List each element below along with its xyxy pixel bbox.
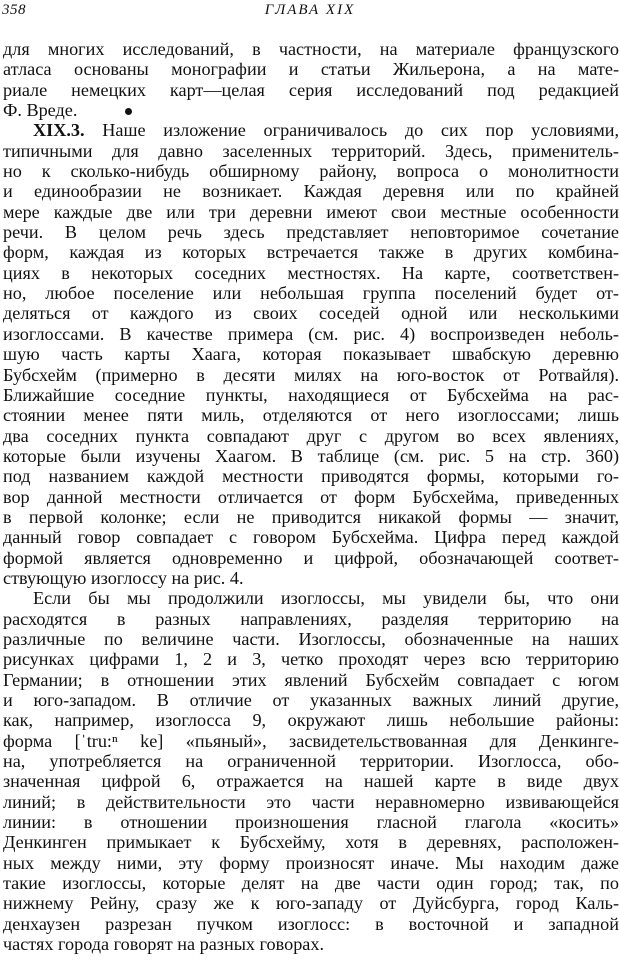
text-line: два соседних пункта совпадают друг с другом во всех явлениях, — [3, 425, 619, 446]
text-line: типичными для давно заселенных территорий. Здесь, применитель- — [3, 140, 619, 161]
text-line: денхаузен разрезан пучком изоглосс: в восточной и западной — [3, 913, 619, 934]
text-line: вор данной местности отличается от форм Бубсхейма, приведенных — [3, 486, 619, 507]
page-header — [0, 0, 620, 22]
text-line: изоглоссами. В качестве примера (см. рис. 4) воспроизведен неболь- — [3, 323, 619, 344]
text-line: под названием каждой местности приводятся формы, которыми го- — [3, 466, 619, 487]
text-line: данный говор совпадает с говором Бубсхейма. Цифра перед каждой — [3, 527, 619, 548]
text-line: но к сколько-нибудь обширному району, вопроса о монолитности — [3, 161, 619, 182]
running-head: ГЛАВА XIX — [264, 2, 356, 18]
text-line: такие изоглоссы, которые делят на две части один город; так, по — [3, 873, 619, 894]
paragraph-3 — [3, 588, 619, 954]
text-line: но, любое поселение или небольшая группа поселений будет от- — [3, 283, 619, 304]
text-line: мере каждые две или три деревни имеют свои местные особенности — [3, 201, 619, 222]
text-line: нижнему Рейну, сразу же к юго-западу от Дуйсбурга, город Каль- — [3, 893, 619, 914]
text-line: различные по величине части. Изоглоссы, обозначенные на наших — [3, 628, 619, 649]
text-line: Если бы мы продолжили изоглоссы, мы увидели бы, что они — [33, 588, 619, 609]
text-line: форма [ˈtru:ⁿ ke] «пьяный», засвидетельствованная для Денкинге- — [3, 730, 619, 751]
text-line: рисунках цифрами 1, 2 и 3, четко проходят через всю территорию — [3, 649, 619, 670]
text-line: ных между ними, эту форму произносят иначе. Мы находим даже — [3, 852, 619, 873]
text-line: стоянии менее пяти миль, отделяются от него изоглоссами; лишь — [3, 405, 619, 426]
text-line: шую часть карты Хаага, которая показывает швабскую деревню — [3, 344, 619, 365]
text-line: расходятся в разных направлениях, разделяя территорию на — [3, 608, 619, 629]
text-line: и единообразии не возникает. Каждая деревня или по крайней — [3, 181, 619, 202]
text-line: линий; в действительности это части неравномерно извивающейся — [3, 791, 619, 812]
text-line: для многих исследований, в частности, на материале французского — [3, 39, 619, 59]
text-fragment: Ф. Вреде. — [3, 100, 78, 121]
paragraph-1 — [3, 39, 619, 120]
text-line: циях в некоторых соседних местностях. На карте, соответствен- — [3, 262, 619, 283]
text-line: Бубсхейм (примерно в десяти милях на юго-восток от Ротвайля). — [3, 364, 619, 385]
text-line: частях города говорят на разных говорах. — [3, 934, 325, 955]
text-line: формой является одновременно и цифрой, обозначающей соответ- — [3, 547, 619, 568]
text-line: линии: в отношении произношения гласной глагола «косить» — [3, 812, 619, 833]
text-line: на, употребляется на ограниченной территории. Изоглосса, обо- — [3, 751, 619, 772]
text-line: Германии; в отношении этих явлений Бубсхейм совпадает с югом — [3, 669, 619, 690]
body-text — [3, 39, 619, 954]
text-line: которые были изучены Хаагом. В таблице (см. рис. 5 на стр. 360) — [3, 445, 619, 466]
paragraph-2 — [3, 120, 619, 588]
text-line: речи. В целом речь здесь представляет неповторимое сочетание — [3, 222, 619, 243]
text-line: в первой колонке; если не приводится никакой формы — значит, — [3, 506, 619, 527]
text-line: деляться от каждого из своих соседей одной или несколькими — [3, 303, 619, 324]
text-line: значенная цифрой 6, отражается на нашей карте в виде двух — [3, 771, 619, 792]
text-line: атласа основаны монографии и статьи Жильерона, а на мате- — [3, 59, 619, 80]
text-line — [3, 100, 619, 120]
text-line: форм, каждая из которых встречается также в других комбина- — [3, 242, 619, 263]
bullet-mark-icon — [125, 108, 132, 115]
text-line: ствующую изоглоссу на рис. 4. — [3, 567, 244, 588]
text-line — [3, 120, 619, 140]
text-fragment: Наше изложение ограничивалось до сих пор условиями, — [84, 120, 619, 141]
page-number: 358 — [2, 2, 26, 18]
text-line: как, например, изоглосса 9, окружают лишь небольшие районы: — [3, 710, 619, 731]
text-line: риале немецких карт—целая серия исследований под редакцией — [3, 79, 619, 100]
text-line: Денкинген примыкает к Бубсхейму, хотя в деревнях, расположен- — [3, 832, 619, 853]
text-line: Ближайшие соседние пункты, находящиеся от Бубсхейма на рас- — [3, 384, 619, 405]
section-label: XIX.3. — [33, 120, 85, 141]
text-line: и юго-западом. В отличие от указанных важных линий другие, — [3, 690, 619, 710]
